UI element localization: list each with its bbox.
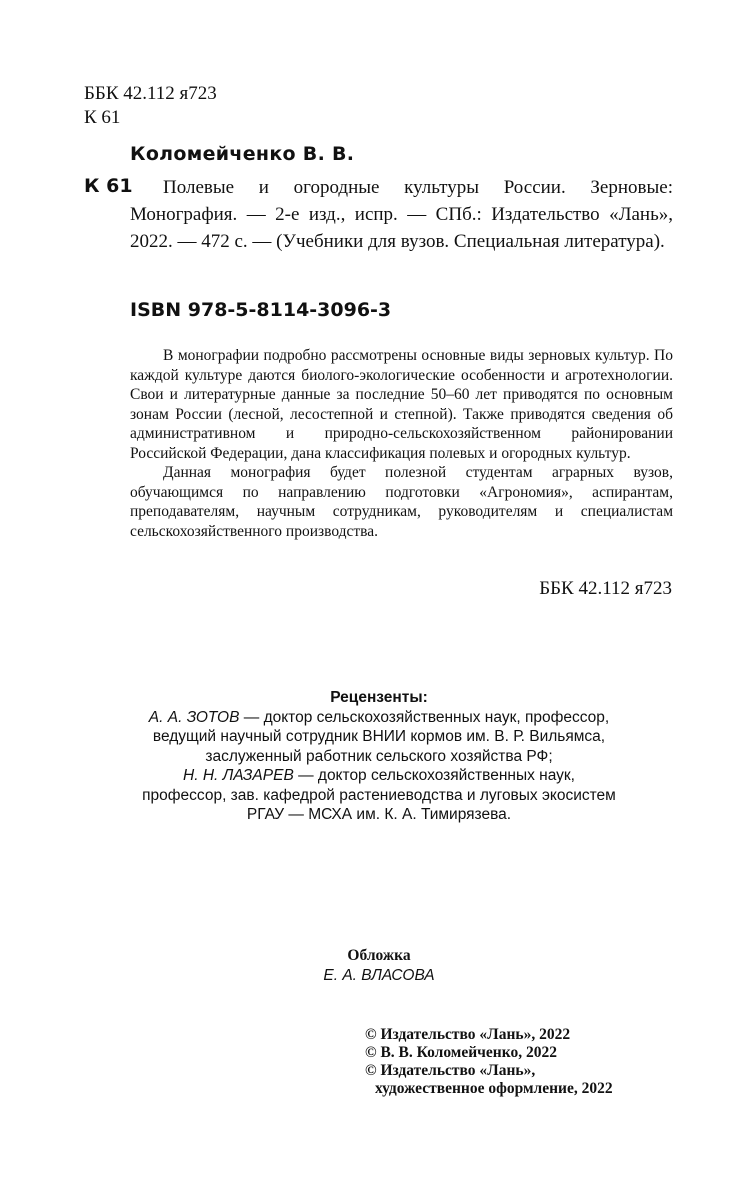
copyright-block bbox=[365, 1026, 613, 1098]
description-text: Полевые и огородные культуры России. Зерновые: Монография. — 2-е изд., испр. — СПб.: Издательство «Лань», 2022. — 472 с. — (Учебники для вузов. Специальная литература). bbox=[130, 177, 673, 252]
reviewer-1-name: А. А. ЗОТОВ bbox=[148, 708, 240, 726]
catalog-code: К 61 bbox=[84, 175, 133, 197]
bbk-code-top: ББК 42.112 я723 bbox=[84, 83, 217, 104]
abstract-paragraph: Данная монография будет полезной студентам аграрных вузов, обучающимся по направлению подготовки «Агрономия», аспирантам, преподавателям, научным сотрудникам, руководителям и специалистам сельскохозяйственного производства. bbox=[130, 464, 673, 540]
reviewer-2-title: — доктор сельскохозяйственных наук, bbox=[293, 767, 575, 784]
reviewer-1-title: — доктор сельскохозяйственных наук, профессор, bbox=[239, 708, 610, 726]
copyright-line: © Издательство «Лань», bbox=[365, 1062, 536, 1079]
reviewer-1-position: ведущий научный сотрудник ВНИИ кормов им. В. Р. Вильямса, bbox=[152, 728, 606, 745]
reviewers-block bbox=[84, 688, 674, 825]
bbk-code-block bbox=[84, 82, 217, 130]
k-code-top: К 61 bbox=[84, 107, 121, 128]
reviewer-1-honor: заслуженный работник сельского хозяйства РФ; bbox=[205, 747, 553, 765]
reviewers-heading: Рецензенты: bbox=[330, 689, 428, 706]
author-name: Коломейченко В. В. bbox=[130, 143, 355, 165]
copyright-line: © Издательство «Лань», 2022 bbox=[365, 1026, 571, 1043]
cover-credit bbox=[84, 946, 674, 985]
reviewer-2-affiliation: РГАУ — МСХА им. К. А. Тимирязева. bbox=[246, 806, 512, 823]
abstract-paragraph: В монографии подробно рассмотрены основные виды зерновых культур. По каждой культуре даются биолого-экологические особенности и агротехнологии. Свои и литературные данные за последние 50–60 лет приводятся по основным зонам России (лесной, лесостепной и степной). Также приводятся сведения об административном и природно-сельскохозяйственном районировании Российской Федерации, дана классификация полевых и огородных культур. bbox=[130, 347, 673, 462]
reviewer-2-line bbox=[84, 766, 674, 786]
reviewer-1-line bbox=[84, 708, 674, 728]
cover-designer: Е. А. ВЛАСОВА bbox=[323, 966, 435, 984]
isbn: ISBN 978-5-8114-3096-3 bbox=[130, 299, 392, 321]
copyright-line: © В. В. Коломейченко, 2022 bbox=[365, 1044, 557, 1061]
abstract bbox=[130, 346, 673, 541]
copyright-line: художественное оформление, 2022 bbox=[375, 1080, 613, 1097]
bbk-code-bottom: ББК 42.112 я723 bbox=[539, 578, 672, 599]
bibliographic-description bbox=[130, 174, 673, 255]
reviewer-2-position: профессор, зав. кафедрой растениеводства и луговых экосистем bbox=[142, 786, 616, 804]
cover-heading: Обложка bbox=[347, 947, 411, 964]
reviewer-2-name: Н. Н. ЛАЗАРЕВ bbox=[183, 767, 294, 784]
